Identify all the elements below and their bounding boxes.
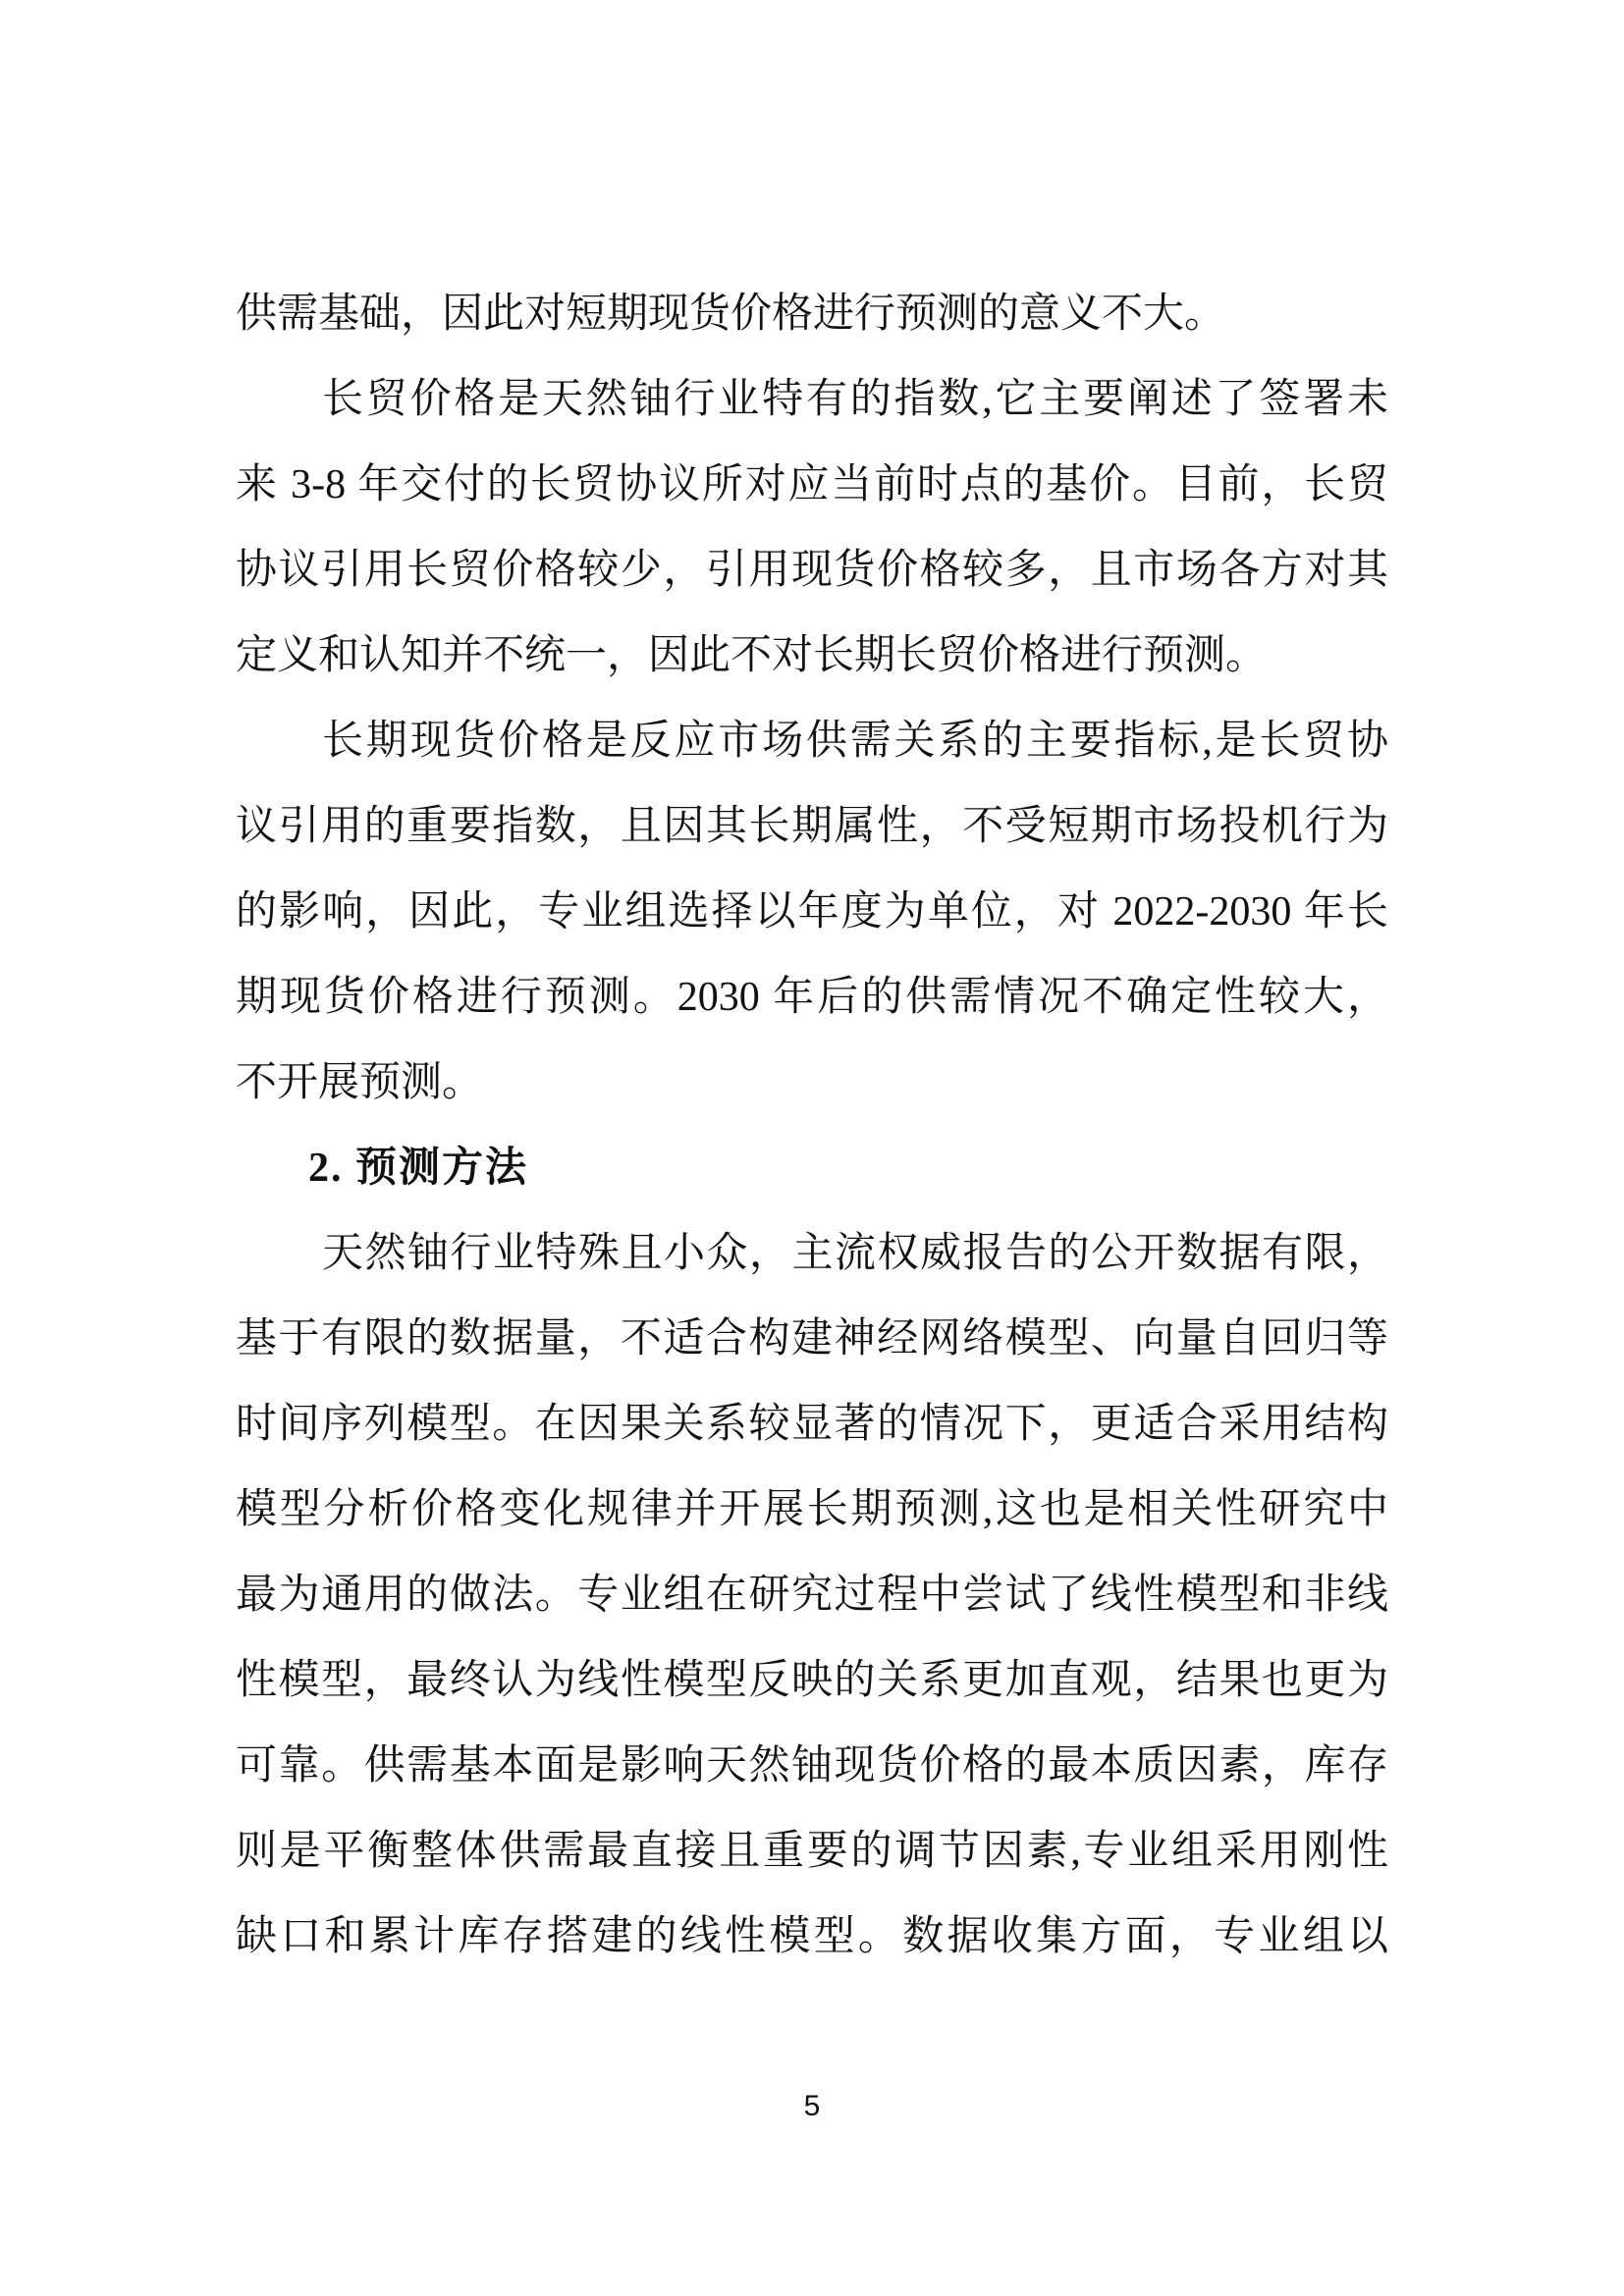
text-line: 来 3-8 年交付的长贸协议所对应当前时点的基价。目前，长贸 <box>236 462 1388 507</box>
text-line: 性模型，最终认为线性模型反映的关系更加直观，结果也更为 <box>236 1658 1388 1703</box>
text-line: 的影响，因此，专业组选择以年度为单位，对 2022-2030 年长 <box>236 889 1388 934</box>
text-line: 基于有限的数据量，不适合构建神经网络模型、向量自回归等 <box>236 1316 1388 1362</box>
text-line: 不开展预测。 <box>236 1060 484 1105</box>
text-line: 定义和认知并不统一，因此不对长期长贸价格进行预测。 <box>236 633 1268 678</box>
text-line: 模型分析价格变化规律并开展长期预测,这也是相关性研究中 <box>236 1487 1388 1532</box>
text-line: 缺口和累计库存搭建的线性模型。数据收集方面，专业组以 <box>236 1914 1388 1959</box>
text-line: 可靠。供需基本面是影响天然铀现货价格的最本质因素，库存 <box>236 1743 1388 1789</box>
text-line: 期现货价格进行预测。2030 年后的供需情况不确定性较大， <box>236 975 1388 1020</box>
text-line: 天然铀行业特殊且小众，主流权威报告的公开数据有限， <box>322 1231 1388 1276</box>
page-number: 5 <box>803 2090 821 2122</box>
text-line: 协议引用长贸价格较少，引用现货价格较多，且市场各方对其 <box>236 548 1388 593</box>
text-line: 长期现货价格是反应市场供需关系的主要指标,是长贸协 <box>322 719 1388 764</box>
text-line: 则是平衡整体供需最直接且重要的调节因素,专业组采用刚性 <box>236 1829 1388 1874</box>
text-line: 长贸价格是天然铀行业特有的指数,它主要阐述了签署未 <box>322 377 1388 422</box>
text-line: 供需基础，因此对短期现货价格进行预测的意义不大。 <box>236 292 1226 337</box>
text-line: 时间序列模型。在因果关系较显著的情况下，更适合采用结构 <box>236 1402 1388 1447</box>
text-line: 最为通用的做法。专业组在研究过程中尝试了线性模型和非线 <box>236 1573 1388 1618</box>
text-line: 议引用的重要指数，且因其长期属性，不受短期市场投机行为 <box>236 804 1388 849</box>
section-heading: 2. 预测方法 <box>308 1146 529 1191</box>
text-body <box>236 272 1388 1980</box>
